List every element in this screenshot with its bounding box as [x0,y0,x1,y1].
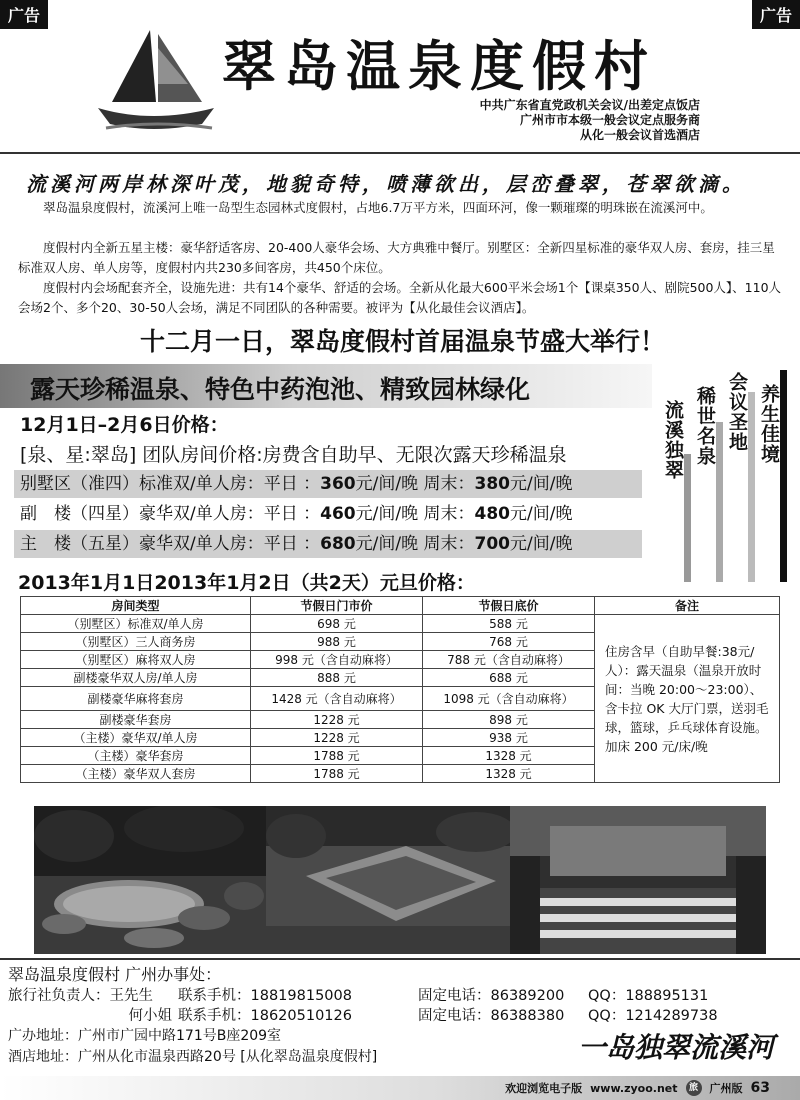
table-row [21,615,780,633]
divider [0,152,800,154]
table-cell: 副楼豪华麻将套房 [21,687,251,711]
feature-label: 会议圣地 [726,372,748,452]
price-row [14,530,642,558]
weekday-price: 460 [320,504,356,524]
table-cell: 688 元 [423,669,595,687]
table-cell: 768 元 [423,633,595,651]
table-cell: 1788 元 [251,747,423,765]
price-unit: 元/间/晚 周末： [355,504,475,524]
contact-row [8,1004,718,1025]
table-cell: 988 元 [251,633,423,651]
contact-qq: QQ：1214289738 [588,1008,718,1024]
feature-label: 养生佳境 [758,384,780,464]
intro-paragraph: 翠岛温泉度假村，流溪河上唯一岛型生态园林式度假村，占地6.7万平方米，四面环河，像一颗璀璨的明珠嵌在流溪河中。 [43,200,713,215]
table-header-row [21,597,780,615]
edition-badge-icon: 旅 [686,1080,702,1096]
ad-label-left: 广告 [0,0,48,29]
price-unit: 元/间/晚 周末： [355,474,475,494]
divider [0,958,800,960]
endorsement-line: 从化一般会议首选酒店 [579,128,700,142]
contact-name: 何小姐 [128,1008,172,1024]
room-area: 别墅区（准四）标准双/单人房：平日 ： [20,474,321,494]
holiday-price-table [20,596,780,783]
feature-label: 稀世名泉 [694,386,716,466]
garden-pool-photo [266,806,510,954]
contact-phone: 固定电话：86388380 [418,1008,565,1024]
price-row [14,500,642,528]
table-cell: 898 元 [423,711,595,729]
table-cell: 888 元 [251,669,423,687]
table-cell: （主楼）豪华双/单人房 [21,729,251,747]
ad-label-right: 广告 [752,0,800,29]
slogan: 流溪河两岸林深叶茂，地貌奇特，喷薄欲出，层峦叠翠，苍翠欲滴。 [26,172,746,196]
table-cell: 副楼豪华套房 [21,711,251,729]
column-header: 节假日门市价 [251,597,423,615]
table-cell: 788 元（含自动麻将） [423,651,595,669]
table-cell: 1428 元（含自动麻将） [251,687,423,711]
contact-mobile: 联系手机：18620510126 [178,1008,352,1024]
event-title: 十二月一日，翠岛度假村首届温泉节盛大举行！ [140,327,666,356]
weekday-price: 360 [320,474,356,494]
footer-welcome: 欢迎浏览电子版 [505,1082,583,1095]
holiday-title: 2013年1月1日2013年1月2日（共2天）元旦价格： [18,572,475,594]
table-cell: 1228 元 [251,711,423,729]
table-cell: 副楼豪华双人房/单人房 [21,669,251,687]
table-cell: 998 元（含自动麻将） [251,651,423,669]
price-unit: 元/间/晚 [510,474,573,494]
column-header: 房间类型 [21,597,251,615]
calligraphy-slogan: 一岛独翠流溪河 [578,1031,775,1064]
feature-columns [656,370,790,582]
office-title: 翠岛温泉度假村 广州办事处： [8,965,222,984]
sailboat-logo-icon [92,24,220,134]
room-area: 主 楼（五星）豪华双/单人房：平日 ： [20,534,321,554]
remarks-cell: 住房含早（自助早餐:38元/人）：露天温泉（温泉开放时间：当晚 20:00～23:00）、含卡拉 OK 大厅门票，送羽毛球，篮球，乒乓球体育设施。加床 200 元/床/晚 [595,615,780,783]
winter-period-title: 12月1日–2月6日价格： [20,414,229,436]
contact-row [8,984,708,1005]
table-cell: 588 元 [423,615,595,633]
column-header: 节假日底价 [423,597,595,615]
conference-hall-photo [510,806,766,954]
table-cell: 938 元 [423,729,595,747]
page-number: 63 [750,1080,770,1096]
banner-text: 露天珍稀温泉、特色中药泡池、精致园林绿化 [30,375,531,404]
table-cell: （主楼）豪华双人套房 [21,765,251,783]
group-price-title: [泉、星:翠岛] 团队房间价格:房费含自助早、无限次露天珍稀温泉 [20,444,567,466]
table-cell: （别墅区）三人商务房 [21,633,251,651]
table-cell: 1788 元 [251,765,423,783]
price-unit: 元/间/晚 [510,534,573,554]
table-cell: 1328 元 [423,765,595,783]
table-cell: 1328 元 [423,747,595,765]
contact-name: 旅行社负责人：王先生 [8,988,153,1004]
contact-phone: 固定电话：86389200 [418,988,565,1004]
table-cell: （别墅区）标准双/单人房 [21,615,251,633]
table-cell: 1098 元（含自动麻将） [423,687,595,711]
price-row [14,470,642,498]
intro-paragraph: 度假村内全新五星主楼：豪华舒适客房、20-400人豪华会场、大方典雅中餐厅。别墅区：全新四星标准的豪华双人房、套房，挂三星标准双人房、单人房等，度假村内共230多间客房，共450个床位。 [18,240,775,275]
table-cell: （别墅区）麻将双人房 [21,651,251,669]
weekday-price: 680 [320,534,356,554]
hotel-address: 酒店地址：广州从化市温泉西路20号 [从化翠岛温泉度假村] [8,1049,378,1065]
column-header: 备注 [595,597,780,615]
footer-edition: 广州版 [709,1082,743,1095]
contact-mobile: 联系手机：18819815008 [178,988,352,1004]
contact-qq: QQ：188895131 [588,988,709,1004]
endorsements [480,98,700,143]
endorsement-line: 中共广东省直党政机关会议/出差定点饭店 [479,98,700,112]
endorsement-line: 广州市市本级一般会议定点服务商 [519,113,700,127]
hot-spring-pool-photo [34,806,266,954]
weekend-price: 480 [474,504,510,524]
intro-paragraph: 度假村内会场配套齐全，设施先进：共有14个豪华、舒适的会场。全新从化最大600平米会场1个【课桌350人、剧院500人】、110人会场2个、多个20、30-50人会场，满足不同团队的各种需要。被评为【从化最佳会议酒店】。 [18,280,782,315]
room-area: 副 楼（四星）豪华双/单人房：平日 ： [20,504,321,524]
footer-site-link[interactable]: www.zyoo.net [590,1081,678,1095]
price-unit: 元/间/晚 周末： [355,534,475,554]
feature-label: 流溪独翠 [662,400,684,480]
footer [505,1080,770,1096]
price-unit: 元/间/晚 [510,504,573,524]
brand-title: 翠岛温泉度假村 [222,34,656,98]
office-address: 广办地址：广州市广园中路171号B座209室 [8,1028,282,1044]
weekend-price: 380 [474,474,510,494]
weekend-price: 700 [474,534,510,554]
table-cell: 1228 元 [251,729,423,747]
table-cell: 698 元 [251,615,423,633]
table-cell: （主楼）豪华套房 [21,747,251,765]
